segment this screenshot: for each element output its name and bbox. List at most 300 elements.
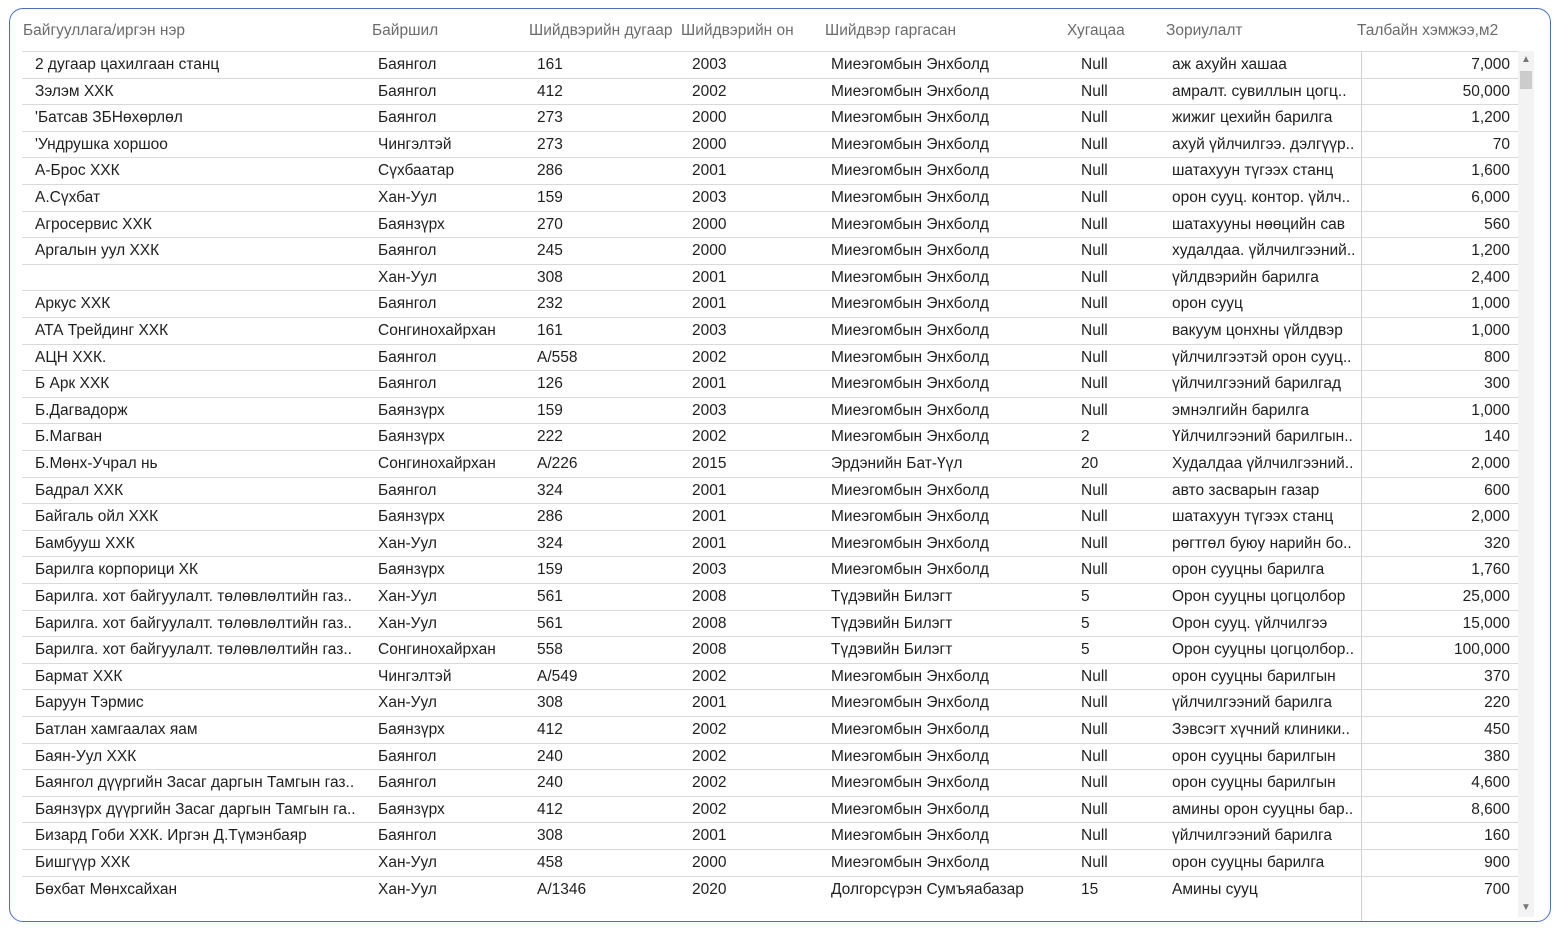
cell-decided-by: Эрдэнийн Бат-Үүл	[831, 455, 963, 472]
cell-area: 1,000	[1471, 322, 1510, 339]
cell-area: 1,600	[1471, 162, 1510, 180]
cell-purpose: вакуум цонхны үйлдвэр	[1172, 322, 1343, 339]
cell-decided-by: Миеэгомбын Энхболд	[831, 694, 989, 712]
cell-decision-year: 2008	[692, 614, 727, 632]
cell-purpose: Орон сууц. үйлчилгээ	[1172, 614, 1328, 632]
cell-purpose: Амины сууц	[1172, 880, 1258, 898]
cell-organization: Зэлэм ХХК	[35, 82, 114, 100]
cell-purpose: орон сууц. контор. үйлч..	[1172, 189, 1351, 206]
cell-decision-year: 2002	[692, 348, 727, 366]
cell-decision-year: 2001	[692, 268, 727, 286]
cell-location: Баянгол	[378, 375, 437, 393]
cell-location: Баянзүрх	[378, 721, 445, 738]
cell-organization: 'Батсав ЗБНөхөрлөл	[35, 109, 183, 127]
cell-organization: Бармат ХХК	[35, 667, 123, 685]
cell-decision-year: 2003	[692, 56, 727, 73]
cell-decided-by: Миеэгомбын Энхболд	[831, 428, 989, 446]
cell-area: 220	[1484, 694, 1510, 712]
cell-decision-number: 159	[537, 561, 563, 579]
cell-duration: Null	[1081, 747, 1108, 765]
table-row[interactable]	[22, 78, 1518, 106]
cell-decision-year: 2000	[692, 854, 727, 871]
cell-decided-by: Миеэгомбын Энхболд	[831, 774, 989, 792]
header-organization[interactable]: Байгууллага/иргэн нэр	[23, 22, 186, 39]
cell-decision-number: А/558	[537, 348, 578, 366]
cell-decision-year: 2001	[692, 827, 727, 845]
cell-duration: Null	[1081, 109, 1108, 127]
cell-duration: Null	[1081, 295, 1108, 313]
cell-decision-number: 308	[537, 694, 563, 712]
cell-decided-by: Миеэгомбын Энхболд	[831, 854, 989, 871]
cell-purpose: Орон сууцны цогцолбор	[1172, 588, 1346, 605]
cell-location: Сонгинохайрхан	[378, 455, 496, 472]
table-body	[22, 51, 1518, 921]
cell-decision-year: 2003	[692, 561, 727, 579]
table-row[interactable]	[22, 530, 1518, 558]
cell-duration: Null	[1081, 508, 1108, 526]
cell-organization: АТА Трейдинг ХХК	[35, 322, 169, 339]
cell-location: Баянзүрх	[378, 800, 445, 818]
cell-organization: Б.Магван	[35, 428, 103, 446]
cell-location: Баянгол	[378, 82, 437, 100]
cell-decided-by: Миеэгомбын Энхболд	[831, 667, 989, 685]
cell-organization: Батлан хамгаалах яам	[35, 721, 198, 738]
cell-location: Баянгол	[378, 481, 437, 499]
cell-decided-by: Миеэгомбын Энхболд	[831, 800, 989, 818]
cell-decided-by: Миеэгомбын Энхболд	[831, 401, 989, 419]
cell-decided-by: Түдэвийн Билэгт	[831, 588, 953, 605]
cell-decided-by: Миеэгомбын Энхболд	[831, 508, 989, 526]
cell-decision-year: 2008	[692, 588, 727, 605]
table-row[interactable]	[22, 583, 1518, 611]
cell-purpose: үйлчилгээний барилга	[1172, 694, 1332, 712]
table-row[interactable]	[22, 184, 1518, 212]
cell-decision-number: 270	[537, 215, 563, 233]
cell-duration: Null	[1081, 561, 1108, 579]
cell-area: 4,600	[1471, 774, 1510, 792]
cell-decided-by: Миеэгомбын Энхболд	[831, 561, 989, 579]
cell-decision-number: 561	[537, 614, 563, 632]
cell-decision-number: 412	[537, 800, 563, 818]
cell-duration: 2	[1081, 428, 1090, 446]
cell-location: Сонгинохайрхан	[378, 322, 496, 339]
cell-organization: Б.Дагвадорж	[35, 401, 128, 419]
cell-organization: Бөхбат Мөнхсайхан	[35, 880, 178, 898]
cell-decision-number: 240	[537, 747, 563, 765]
cell-area: 2,000	[1471, 455, 1510, 472]
cell-duration: 20	[1081, 455, 1099, 472]
cell-area: 100,000	[1453, 641, 1510, 659]
cell-location: Хан-Уул	[378, 534, 437, 552]
cell-area: 160	[1484, 827, 1510, 845]
cell-purpose: ахуй үйлчилгээ. дэлгүүр..	[1172, 135, 1355, 153]
cell-decision-number: 159	[537, 401, 563, 419]
cell-location: Баянзүрх	[378, 428, 445, 446]
table-row[interactable]	[22, 610, 1518, 638]
cell-decision-number: 161	[537, 56, 563, 73]
table-row[interactable]	[22, 211, 1518, 239]
cell-decided-by: Миеэгомбын Энхболд	[831, 534, 989, 552]
cell-area: 300	[1484, 375, 1510, 393]
cell-purpose: орон сууц	[1172, 295, 1243, 313]
cell-duration: Null	[1081, 322, 1108, 339]
header-purpose[interactable]: Зориулалт	[1166, 22, 1243, 39]
cell-decision-year: 2002	[692, 800, 727, 818]
cell-duration: Null	[1081, 189, 1108, 206]
cell-purpose: Үйлчилгээний барилгын..	[1172, 428, 1353, 446]
cell-duration: 5	[1081, 614, 1090, 632]
cell-decision-year: 2000	[692, 135, 727, 153]
cell-purpose: орон сууцны барилга	[1172, 561, 1325, 579]
cell-decision-year: 2015	[692, 455, 727, 472]
cell-duration: Null	[1081, 56, 1108, 73]
cell-decided-by: Миеэгомбын Энхболд	[831, 721, 989, 738]
cell-area: 8,600	[1471, 800, 1510, 818]
cell-decision-year: 2000	[692, 215, 727, 233]
cell-area: 450	[1484, 721, 1510, 738]
cell-decision-number: 561	[537, 588, 563, 605]
cell-decision-number: 324	[537, 481, 563, 499]
cell-location: Хан-Уул	[378, 189, 437, 206]
cell-decided-by: Миеэгомбын Энхболд	[831, 268, 989, 286]
cell-organization: Бадрал ХХК	[35, 481, 124, 499]
cell-decision-year: 2003	[692, 401, 727, 419]
cell-area: 1,000	[1471, 401, 1510, 419]
cell-duration: Null	[1081, 721, 1108, 738]
cell-decision-year: 2002	[692, 667, 727, 685]
cell-purpose: амины орон сууцны бар..	[1172, 800, 1354, 818]
table-row[interactable]	[22, 370, 1518, 398]
cell-organization: Баянгол дүүргийн Засаг даргын Тамгын газ..	[35, 774, 355, 792]
cell-duration: Null	[1081, 774, 1108, 792]
cell-decision-number: 308	[537, 268, 563, 286]
cell-decision-number: 273	[537, 135, 563, 153]
cell-decision-year: 2001	[692, 508, 727, 526]
cell-purpose: эмнэлгийн барилга	[1172, 401, 1309, 419]
cell-decision-number: 161	[537, 322, 563, 339]
table-row[interactable]	[22, 636, 1518, 664]
cell-organization: Бизард Гоби ХХК. Иргэн Д.Түмэнбаяр	[35, 827, 307, 845]
cell-duration: 5	[1081, 641, 1090, 659]
cell-decided-by: Миеэгомбын Энхболд	[831, 375, 989, 393]
table-row[interactable]	[22, 290, 1518, 318]
cell-location: Баянгол	[378, 827, 437, 845]
cell-duration: Null	[1081, 268, 1108, 286]
cell-decided-by: Миеэгомбын Энхболд	[831, 827, 989, 845]
cell-area: 70	[1492, 135, 1510, 153]
cell-decided-by: Миеэгомбын Энхболд	[831, 189, 989, 206]
cell-area: 600	[1484, 481, 1510, 499]
cell-location: Баянгол	[378, 747, 437, 765]
table-row[interactable]	[22, 796, 1518, 824]
cell-location: Баянзүрх	[378, 508, 445, 526]
cell-purpose: үйлчилгээтэй орон сууц..	[1172, 348, 1352, 366]
cell-organization: Бишгүүр ХХК	[35, 854, 131, 871]
cell-decided-by: Долгорсүрэн Сумъяабазар	[831, 880, 1024, 898]
cell-area: 2,000	[1471, 508, 1510, 526]
cell-purpose: Зэвсэгт хүчний клиники..	[1172, 721, 1350, 738]
cell-decided-by: Миеэгомбын Энхболд	[831, 242, 989, 260]
cell-organization: Баян-Уул ХХК	[35, 747, 137, 765]
cell-area: 320	[1484, 534, 1510, 552]
cell-decision-number: 240	[537, 774, 563, 792]
cell-area: 7,000	[1471, 56, 1510, 73]
cell-decision-number: 558	[537, 641, 563, 659]
table-row[interactable]	[22, 822, 1518, 850]
cell-location: Чингэлтэй	[378, 667, 452, 685]
cell-duration: Null	[1081, 375, 1108, 393]
cell-decision-year: 2002	[692, 747, 727, 765]
cell-duration: Null	[1081, 481, 1108, 499]
cell-decision-year: 2001	[692, 162, 727, 180]
vertical-scrollbar[interactable]	[1518, 51, 1534, 917]
cell-duration: Null	[1081, 242, 1108, 260]
cell-area: 2,400	[1471, 268, 1510, 286]
table-header	[10, 9, 1550, 53]
cell-duration: Null	[1081, 82, 1108, 100]
cell-decision-number: А/1346	[537, 880, 587, 898]
cell-duration: Null	[1081, 694, 1108, 712]
header-decided-by[interactable]: Шийдвэр гаргасан	[825, 22, 957, 39]
cell-decision-year: 2000	[692, 109, 727, 127]
cell-area: 1,200	[1471, 109, 1510, 127]
cell-decision-number: 222	[537, 428, 563, 446]
scroll-up-icon[interactable]: ▲	[1521, 54, 1531, 65]
cell-purpose: худалдаа. үйлчилгээний..	[1172, 242, 1356, 260]
cell-area: 1,760	[1471, 561, 1510, 579]
cell-decision-year: 2000	[692, 242, 727, 260]
cell-decided-by: Миеэгомбын Энхболд	[831, 162, 989, 180]
cell-decision-year: 2003	[692, 189, 727, 206]
table-panel	[9, 8, 1551, 922]
cell-location: Хан-Уул	[378, 880, 437, 898]
table-row[interactable]	[22, 264, 1518, 292]
cell-organization: Барилга корпорици ХК	[35, 561, 199, 579]
cell-purpose: орон сууцны барилгын	[1172, 774, 1336, 792]
header-decision-number[interactable]: Шийдвэрийн дугаар	[529, 22, 673, 39]
cell-duration: Null	[1081, 401, 1108, 419]
cell-purpose: рөгтгөл буюу нарийн бо..	[1172, 534, 1352, 552]
cell-location: Хан-Уул	[378, 854, 437, 871]
table-row[interactable]	[22, 743, 1518, 771]
table-row[interactable]	[22, 477, 1518, 505]
cell-area: 1,000	[1471, 295, 1510, 313]
table-row[interactable]	[22, 663, 1518, 691]
cell-location: Хан-Уул	[378, 268, 437, 286]
cell-decided-by: Миеэгомбын Энхболд	[831, 109, 989, 127]
cell-area: 15,000	[1462, 614, 1510, 632]
table-row[interactable]	[22, 503, 1518, 531]
cell-decision-number: 286	[537, 508, 563, 526]
table-row[interactable]	[22, 876, 1518, 904]
cell-purpose: Орон сууцны цогцолбор..	[1172, 641, 1355, 659]
cell-decided-by: Миеэгомбын Энхболд	[831, 348, 989, 366]
cell-duration: Null	[1081, 348, 1108, 366]
cell-decision-year: 2002	[692, 428, 727, 446]
cell-decision-number: 308	[537, 827, 563, 845]
table-row[interactable]	[22, 397, 1518, 425]
scroll-down-icon[interactable]: ▼	[1521, 902, 1531, 913]
table-row[interactable]	[22, 104, 1518, 132]
cell-organization: 2 дугаар цахилгаан станц	[35, 56, 220, 73]
cell-area: 25,000	[1462, 588, 1510, 605]
table-row[interactable]	[22, 237, 1518, 265]
table-row[interactable]	[22, 51, 1518, 79]
cell-decision-number: А/549	[537, 667, 578, 685]
cell-organization: Барилга. хот байгуулалт. төлөвлөлтийн газ..	[35, 641, 352, 659]
cell-location: Баянгол	[378, 295, 437, 313]
table-row[interactable]	[22, 716, 1518, 744]
cell-decision-number: 324	[537, 534, 563, 552]
cell-purpose: шатахуун түгээх станц	[1172, 508, 1334, 526]
cell-purpose: жижиг цехийн барилга	[1172, 109, 1333, 127]
cell-location: Баянзүрх	[378, 215, 445, 233]
cell-decided-by: Миеэгомбын Энхболд	[831, 747, 989, 765]
cell-decision-year: 2001	[692, 375, 727, 393]
cell-duration: Null	[1081, 827, 1108, 845]
cell-location: Баянгол	[378, 242, 437, 260]
cell-area: 700	[1484, 880, 1510, 898]
cell-decision-year: 2002	[692, 82, 727, 100]
cell-area: 380	[1484, 747, 1510, 765]
table-row[interactable]	[22, 556, 1518, 584]
cell-duration: Null	[1081, 135, 1108, 153]
cell-location: Хан-Уул	[378, 694, 437, 712]
cell-duration: Null	[1081, 667, 1108, 685]
cell-decision-year: 2003	[692, 322, 727, 339]
cell-organization: Б Арк ХХК	[35, 375, 110, 393]
cell-organization: Баруун Тэрмис	[35, 694, 144, 712]
cell-decision-number: 412	[537, 82, 563, 100]
cell-decided-by: Түдэвийн Билэгт	[831, 641, 953, 659]
cell-duration: 15	[1081, 880, 1099, 898]
cell-area: 800	[1484, 348, 1510, 366]
cell-area: 140	[1484, 428, 1510, 446]
table-row[interactable]	[22, 769, 1518, 797]
cell-location: Сонгинохайрхан	[378, 641, 496, 659]
cell-area: 50,000	[1462, 82, 1510, 100]
cell-decision-year: 2002	[692, 721, 727, 738]
cell-decision-number: 286	[537, 162, 563, 180]
cell-decision-year: 2001	[692, 481, 727, 499]
cell-organization: А-Брос ХХК	[35, 162, 120, 180]
cell-purpose: аж ахуйн хашаа	[1172, 56, 1287, 73]
cell-duration: Null	[1081, 854, 1108, 871]
table-row[interactable]	[22, 849, 1518, 877]
cell-area: 6,000	[1471, 189, 1510, 206]
table-row[interactable]	[22, 131, 1518, 159]
cell-decision-year: 2001	[692, 694, 727, 712]
cell-decision-year: 2001	[692, 295, 727, 313]
cell-decision-number: А/226	[537, 455, 578, 472]
cell-area: 370	[1484, 667, 1510, 685]
cell-organization: Барилга. хот байгуулалт. төлөвлөлтийн газ..	[35, 588, 352, 605]
cell-decided-by: Миеэгомбын Энхболд	[831, 82, 989, 100]
cell-duration: Null	[1081, 800, 1108, 818]
cell-organization: Баянзүрх дүүргийн Засаг даргын Тамгын га..	[35, 800, 356, 818]
table-row[interactable]	[22, 344, 1518, 372]
cell-location: Хан-Уул	[378, 588, 437, 605]
table-row[interactable]	[22, 450, 1518, 478]
cell-decided-by: Миеэгомбын Энхболд	[831, 56, 989, 73]
cell-location: Баянгол	[378, 774, 437, 792]
cell-decision-year: 2002	[692, 774, 727, 792]
cell-duration: 5	[1081, 588, 1090, 605]
cell-area: 1,200	[1471, 242, 1510, 260]
cell-organization: А.Сүхбат	[35, 189, 101, 206]
cell-decision-year: 2001	[692, 534, 727, 552]
cell-purpose: орон сууцны барилга	[1172, 854, 1325, 871]
cell-organization: Б.Мөнх-Учрал нь	[35, 455, 158, 472]
cell-duration: Null	[1081, 534, 1108, 552]
cell-purpose: шатахууны нөөцийн сав	[1172, 215, 1345, 233]
cell-purpose: Худалдаа үйлчилгээний..	[1172, 455, 1354, 472]
cell-area: 900	[1484, 854, 1510, 871]
header-decision-year[interactable]: Шийдвэрийн он	[681, 22, 794, 39]
scroll-thumb[interactable]	[1520, 71, 1532, 89]
cell-organization: 'Ундрушка хоршоо	[35, 135, 168, 153]
cell-decided-by: Миеэгомбын Энхболд	[831, 215, 989, 233]
header-location[interactable]: Байршил	[372, 22, 439, 39]
cell-decided-by: Миеэгомбын Энхболд	[831, 481, 989, 499]
cell-area: 560	[1484, 215, 1510, 233]
cell-decision-number: 126	[537, 375, 563, 393]
cell-decision-year: 2020	[692, 880, 727, 898]
cell-decided-by: Миеэгомбын Энхболд	[831, 322, 989, 339]
cell-location: Баянзүрх	[378, 561, 445, 579]
table-row[interactable]	[22, 689, 1518, 717]
cell-location: Сүхбаатар	[378, 162, 455, 180]
cell-purpose: үйлчилгээний барилга	[1172, 827, 1332, 845]
cell-decision-number: 232	[537, 295, 563, 313]
cell-purpose: орон сууцны барилгын	[1172, 747, 1336, 765]
cell-decided-by: Миеэгомбын Энхболд	[831, 135, 989, 153]
cell-decision-number: 245	[537, 242, 563, 260]
cell-location: Хан-Уул	[378, 614, 437, 632]
cell-organization: АЦН ХХК.	[35, 348, 107, 366]
cell-decided-by: Миеэгомбын Энхболд	[831, 295, 989, 313]
cell-organization: Аргалын уул ХХК	[35, 242, 160, 260]
cell-decision-number: 273	[537, 109, 563, 127]
table-row[interactable]	[22, 423, 1518, 451]
cell-organization: Байгаль ойл ХХК	[35, 508, 159, 526]
cell-purpose: үйлчилгээний барилгад	[1172, 375, 1341, 393]
cell-purpose: амралт. сувиллын цогц..	[1172, 82, 1347, 100]
table-row[interactable]	[22, 317, 1518, 345]
cell-purpose: авто засварын газар	[1172, 481, 1320, 499]
cell-location: Баянзүрх	[378, 401, 445, 419]
table-row[interactable]	[22, 157, 1518, 185]
cell-organization: Агросервис ХХК	[35, 215, 152, 233]
cell-organization: Барилга. хот байгуулалт. төлөвлөлтийн газ..	[35, 614, 352, 632]
cell-purpose: орон сууцны барилгын	[1172, 667, 1336, 685]
cell-decided-by: Түдэвийн Билэгт	[831, 614, 953, 632]
cell-purpose: шатахуун түгээх станц	[1172, 162, 1334, 180]
cell-location: Баянгол	[378, 348, 437, 366]
cell-decision-number: 458	[537, 854, 563, 871]
cell-location: Баянгол	[378, 56, 437, 73]
header-duration[interactable]: Хугацаа	[1067, 22, 1125, 39]
cell-duration: Null	[1081, 162, 1108, 180]
cell-purpose: үйлдвэрийн барилга	[1172, 268, 1319, 286]
cell-duration: Null	[1081, 215, 1108, 233]
cell-decision-year: 2008	[692, 641, 727, 659]
cell-organization: Бамбууш ХХК	[35, 534, 135, 552]
header-area[interactable]: Талбайн хэмжээ,м2	[1357, 22, 1499, 39]
cell-organization: Аркус ХХК	[35, 295, 111, 313]
cell-location: Чингэлтэй	[378, 135, 452, 153]
cell-decision-number: 159	[537, 189, 563, 206]
